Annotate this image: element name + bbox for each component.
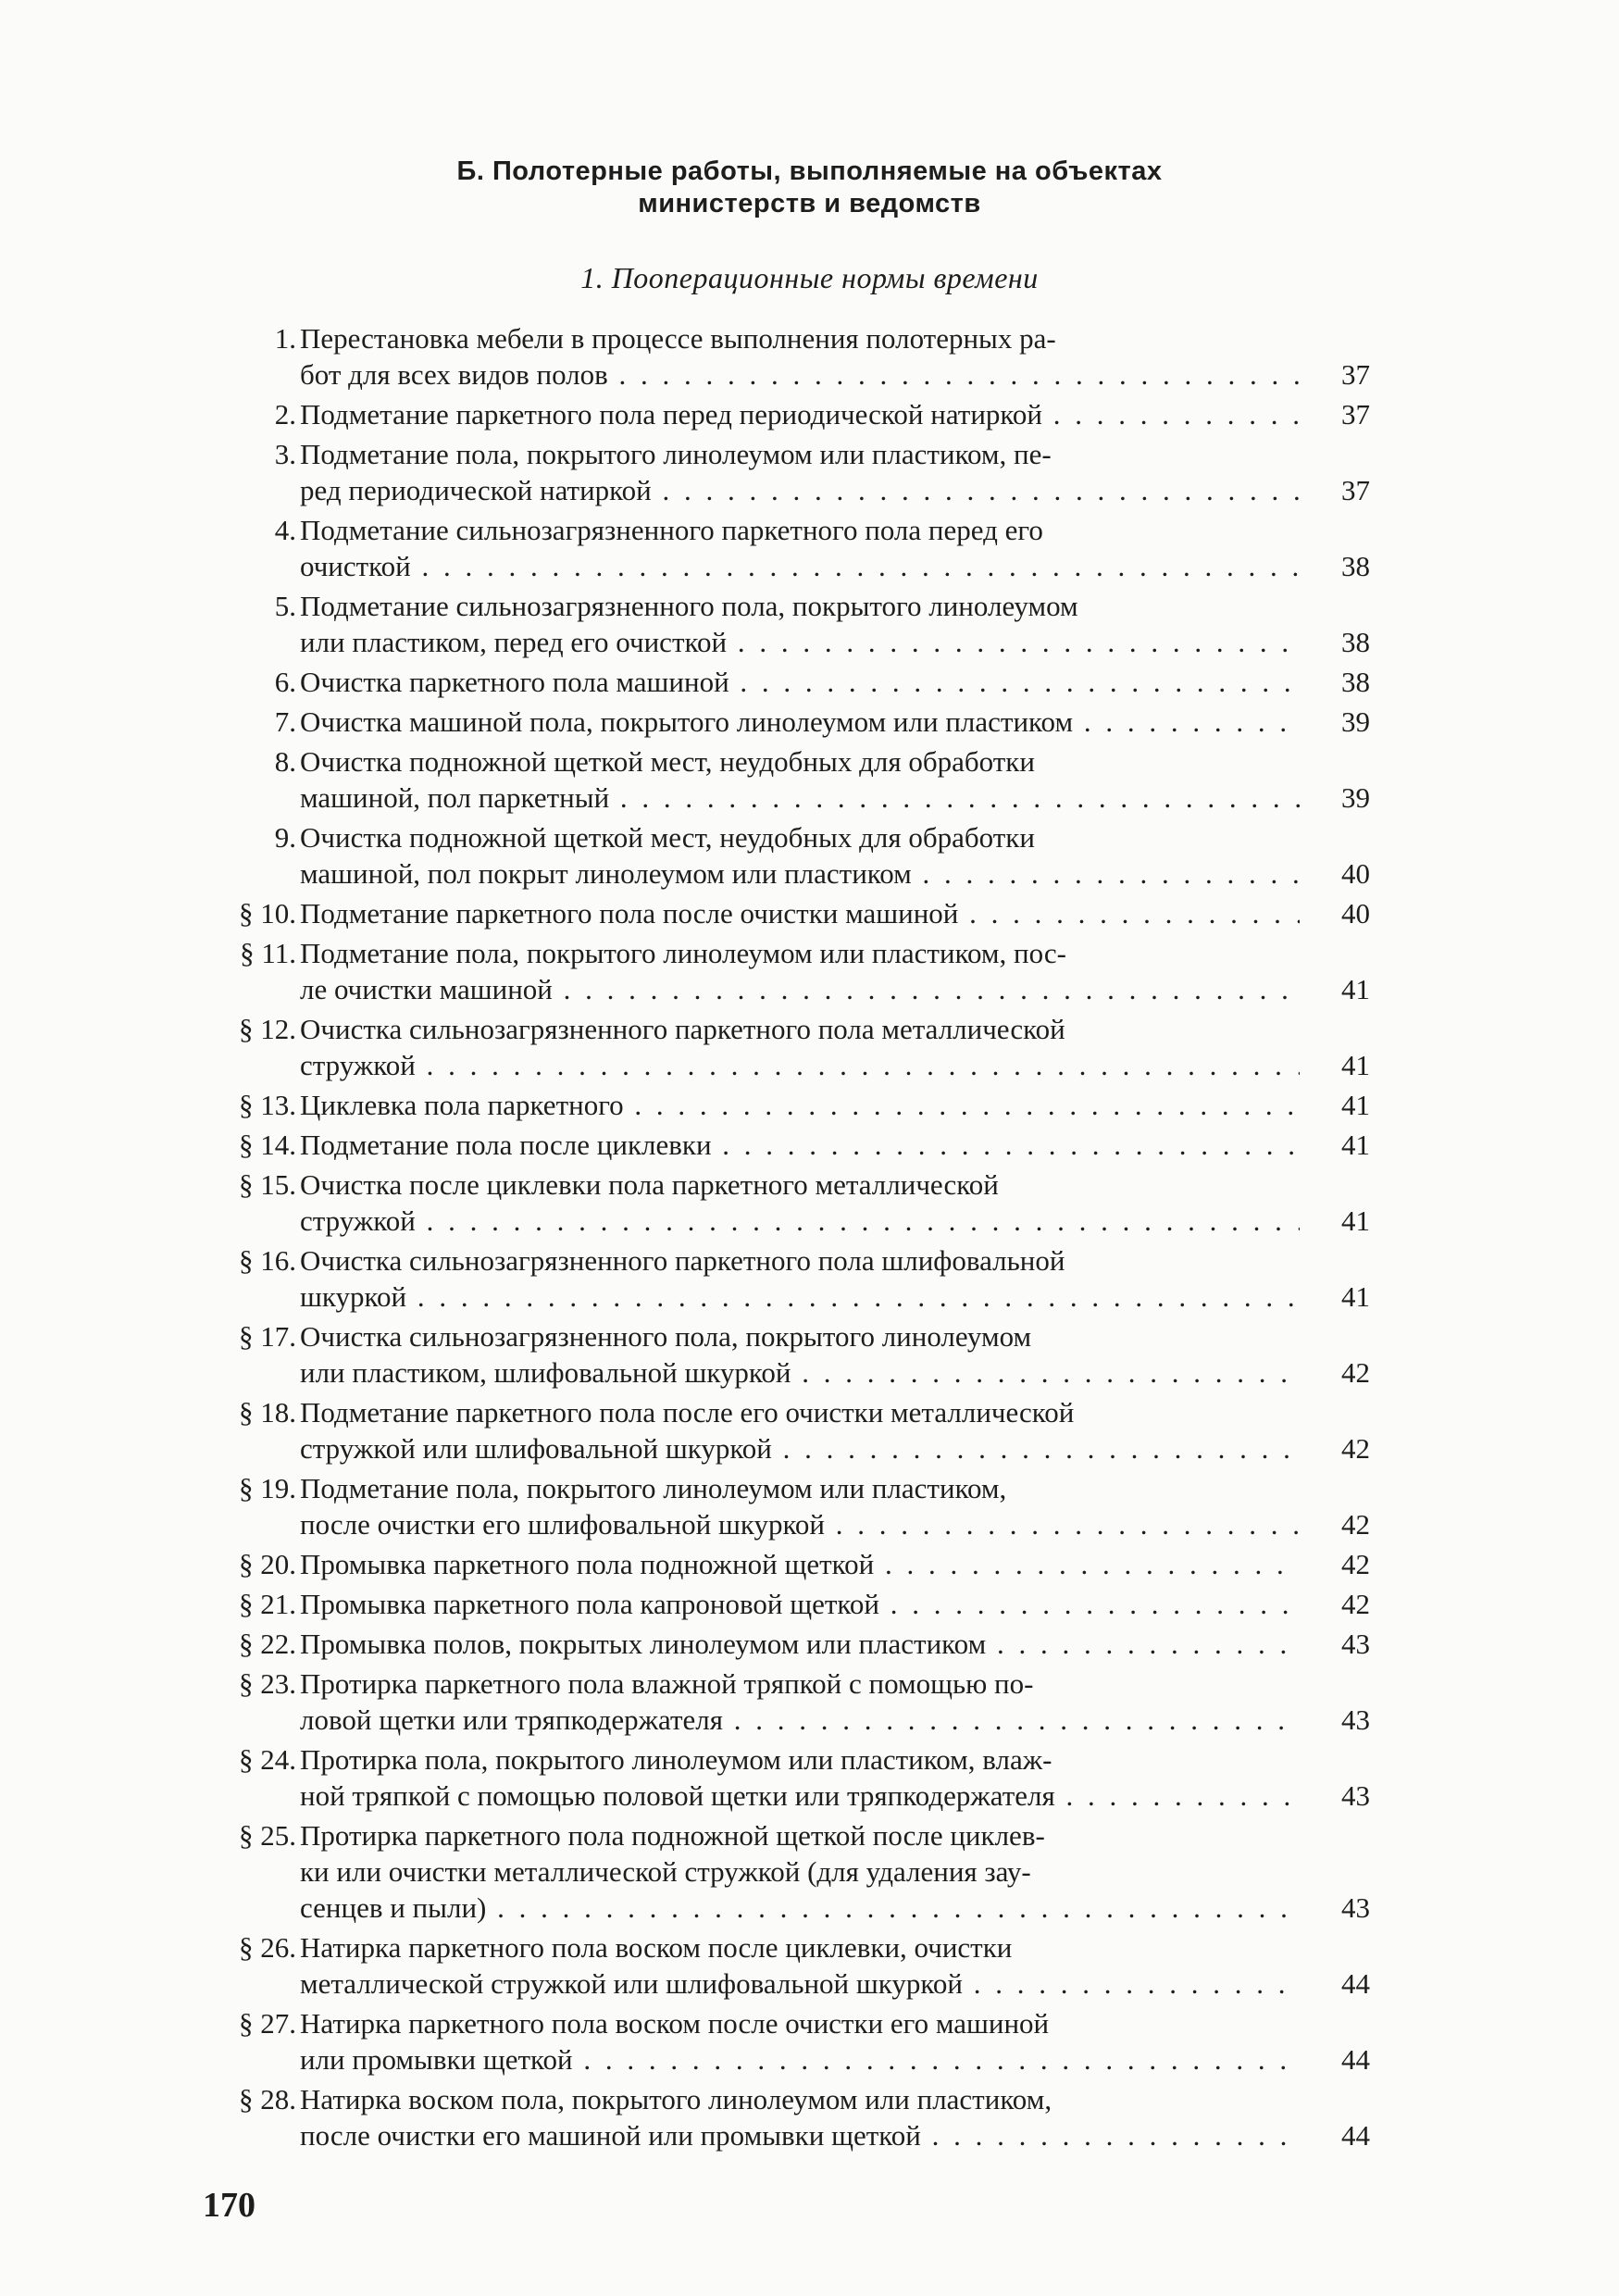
entry-title [300,588,1300,660]
entry-number: § 21. [239,1588,296,1620]
entry-page-number: 42 [1341,1432,1370,1465]
entry-number: § 12. [239,1013,296,1045]
entry-title [300,2081,1300,2153]
entry-page-number: 38 [1341,550,1370,582]
entry-number: § 27. [239,2007,296,2040]
entry-title-line: Перестановка мебели в процессе выполнения полотерных ра- [300,322,1056,355]
entry-title-line: Очистка сильнозагрязненного пола, покрытого линолеумом [300,1320,1032,1353]
entry-title [300,320,1300,393]
entry-number: § 10. [239,897,296,930]
entry-title [300,1394,1300,1466]
entry-title-line: Промывка паркетного пола капроновой щеткой . . . [300,1586,1300,1622]
entry-page-number: 39 [1341,781,1370,814]
entry-title-line: Подметание сильнозагрязненного паркетного пола перед его [300,514,1043,546]
entry-number: 2. [274,398,296,430]
entry-number: § 15. [239,1168,296,1201]
entry-title-line: стружкой . . . [300,1203,1300,1239]
entry-number: 4. [274,514,296,546]
entry-title-line: Очистка машиной пола, покрытого линолеумом или пластиком . . . [300,704,1300,740]
entry-title [300,512,1300,584]
entry-page-number: 43 [1341,1891,1370,1924]
entry-page-number: 43 [1341,1703,1370,1736]
entry-title-line: Натирка паркетного пола воском после циклевки, очистки [300,1931,1013,1964]
entry-title-line: после очистки его шлифовальной шкуркой . . . [300,1506,1300,1542]
entry-number: § 14. [239,1129,296,1161]
entry-title-line: Очистка сильнозагрязненного паркетного пола шлифовальной [300,1244,1065,1277]
entry-title [300,664,1300,700]
entry-title-line: ле очистки машиной . . . [300,971,1300,1007]
entry-page-number: 42 [1341,1588,1370,1620]
entry-title [300,895,1300,931]
entry-title-line: или промывки щеткой . . . [300,2041,1300,2078]
entry-number: § 22. [239,1628,296,1660]
entry-number: § 13. [239,1089,296,1121]
entry-page-number: 40 [1341,857,1370,890]
entry-title-line: Натирка воском пола, покрытого линолеумом или пластиком, [300,2083,1052,2115]
entry-number: 6. [274,666,296,698]
entry-title-line: ной тряпкой с помощью половой щетки или тряпкодержателя . . . [300,1778,1300,1814]
entry-title-line: Подметание пола после циклевки . . . [300,1127,1300,1163]
entry-page-number: 37 [1341,474,1370,506]
entry-title [300,1127,1300,1163]
entry-page-number: 43 [1341,1779,1370,1812]
entry-number: § 23. [239,1667,296,1700]
entry-title-line: Очистка подножной щеткой мест, неудобных для обработки [300,745,1035,778]
entry-page-number: 38 [1341,666,1370,698]
entry-title [300,819,1300,892]
entry-title [300,1087,1300,1123]
entry-number: § 17. [239,1320,296,1353]
entry-page-number: 41 [1341,1129,1370,1161]
entry-title [300,1626,1300,1662]
entry-number: 9. [274,821,296,854]
entry-page-number: 41 [1341,1049,1370,1081]
entry-title [300,1546,1300,1582]
entry-title-line: Подметание паркетного пола после его очистки металлической [300,1396,1075,1429]
entry-title-line: Подметание паркетного пола перед периодической натиркой . . . [300,396,1300,432]
entry-page-number: 44 [1341,1967,1370,2000]
entry-title-line: металлической стружкой или шлифовальной шкуркой . . . [300,1965,1300,2002]
entry-number: § 18. [239,1396,296,1429]
entry-page-number: 42 [1341,1548,1370,1580]
entry-page-number: 38 [1341,626,1370,658]
entry-number: § 28. [239,2083,296,2115]
entry-number: § 24. [239,1743,296,1776]
entry-number: 3. [274,438,296,470]
entry-title-line: Очистка сильнозагрязненного паркетного пола металлической [300,1013,1065,1045]
page-number: 170 [203,2186,255,2225]
heading-line-1: Б. Полотерные работы, выполняемые на объектах [456,156,1163,186]
entry-title-line: или пластиком, шлифовальной шкуркой . . . [300,1354,1300,1391]
entry-title-line: машиной, пол покрыт линолеумом или пластиком . . . [300,855,1300,892]
entry-title [300,704,1300,740]
entry-page-number: 44 [1341,2119,1370,2152]
entry-page-number: 40 [1341,897,1370,930]
entry-title-line: после очистки его машиной или промывки щеткой . . . [300,2117,1300,2153]
entry-number: § 26. [239,1931,296,1964]
entry-title-line: Подметание пола, покрытого линолеумом или пластиком, пос- [300,937,1066,969]
entry-title-line: Циклевка пола паркетного . . . [300,1087,1300,1123]
entry-page-number: 41 [1341,973,1370,1005]
entry-number: 1. [274,322,296,355]
entry-title [300,1318,1300,1391]
entry-title-line: шкуркой . . . [300,1279,1300,1315]
entry-title-line: Очистка после циклевки пола паркетного металлической [300,1168,999,1201]
entry-title-line: стружкой . . . [300,1047,1300,1083]
entry-title [300,1242,1300,1315]
entry-number: 8. [274,745,296,778]
entry-page-number: 42 [1341,1356,1370,1389]
entry-title-line: Подметание пола, покрытого линолеумом или пластиком, пе- [300,438,1052,470]
entry-page-number: 39 [1341,705,1370,738]
entry-title [300,1666,1300,1738]
entry-number: § 20. [239,1548,296,1580]
entry-title [300,1741,1300,1814]
entry-title-line: Подметание пола, покрытого линолеумом или пластиком, [300,1472,1007,1504]
entry-number: § 25. [239,1819,296,1852]
entry-title [300,1586,1300,1622]
subsection-heading: 1. Пооперационные нормы времени [580,261,1039,294]
entry-title-line: Очистка паркетного пола машиной . . . [300,664,1300,700]
entry-number: 7. [274,705,296,738]
entry-page-number: 41 [1341,1204,1370,1237]
entry-title-line: Подметание паркетного пола после очистки машиной . . . [300,895,1300,931]
entry-title-line: Подметание сильнозагрязненного пола, покрытого линолеумом [300,590,1078,622]
entry-title [300,935,1300,1007]
entry-title [300,743,1300,816]
entry-title [300,2005,1300,2078]
entry-title-line: ки или очистки металлической стружкой (для удаления зау- [300,1855,1031,1888]
entry-page-number: 37 [1341,358,1370,391]
entry-page-number: 44 [1341,2043,1370,2076]
entry-title-line: Протирка паркетного пола подножной щеткой после циклев- [300,1819,1045,1852]
entry-title-line: Протирка пола, покрытого линолеумом или пластиком, влаж- [300,1743,1052,1776]
entry-title-line: ред периодической натиркой . . . [300,472,1300,508]
entry-number: § 19. [239,1472,296,1504]
section-heading [0,156,1619,220]
heading-line-2: министерств и ведомств [638,189,981,218]
entry-number: § 16. [239,1244,296,1277]
entry-title-line: или пластиком, перед его очисткой . . . [300,624,1300,660]
entry-title [300,436,1300,508]
entry-title-line: Промывка паркетного пола подножной щеткой . . . [300,1546,1300,1582]
entry-title-line: сенцев и пыли) . . . [300,1890,1300,1926]
entry-title [300,1929,1300,2002]
entry-title-line: Промывка полов, покрытых линолеумом или пластиком . . . [300,1626,1300,1662]
entry-title-line: бот для всех видов полов . . . [300,356,1300,393]
entry-page-number: 42 [1341,1508,1370,1541]
entry-page-number: 37 [1341,398,1370,430]
entry-title-line: Очистка подножной щеткой мест, неудобных для обработки [300,821,1035,854]
entry-title-line: стружкой или шлифовальной шкуркой . . . [300,1430,1300,1466]
entry-page-number: 41 [1341,1089,1370,1121]
entry-title [300,396,1300,432]
entry-title [300,1011,1300,1083]
entry-title [300,1817,1300,1926]
entry-title-line: Протирка паркетного пола влажной тряпкой с помощью по- [300,1667,1034,1700]
entry-title-line: машиной, пол паркетный . . . [300,780,1300,816]
entry-number: § 11. [240,937,296,969]
entry-title-line: ловой щетки или тряпкодержателя . . . [300,1702,1300,1738]
entry-title [300,1167,1300,1239]
entry-title-line: очисткой . . . [300,548,1300,584]
entry-title-line: Натирка паркетного пола воском после очистки его машиной [300,2007,1050,2040]
entry-number: 5. [274,590,296,622]
entry-page-number: 43 [1341,1628,1370,1660]
entry-title [300,1470,1300,1542]
entry-page-number: 41 [1341,1280,1370,1313]
